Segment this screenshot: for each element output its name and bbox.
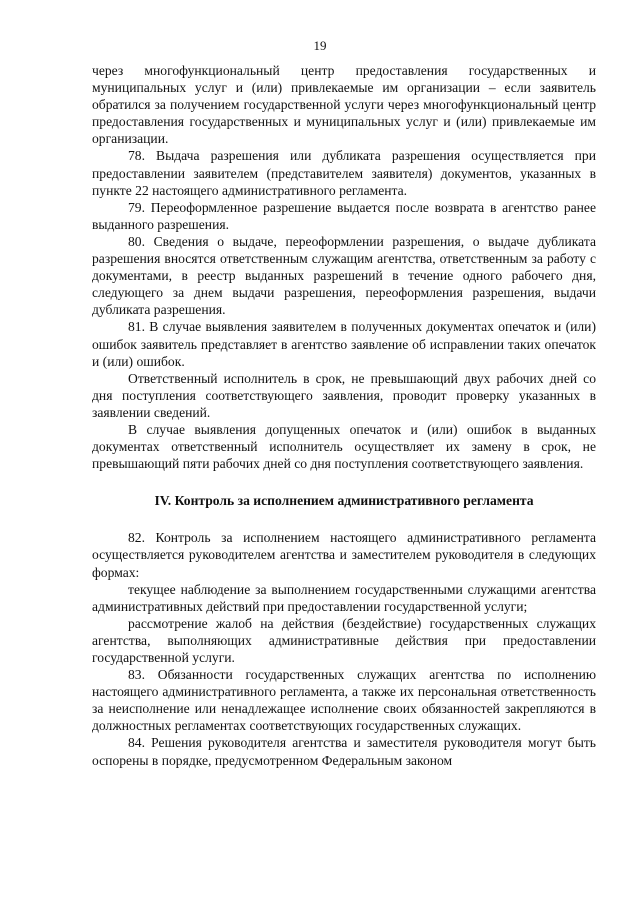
paragraph-81-errors: В случае выявления допущенных опечаток и (или) ошибок в выданных документах ответственный исполнитель осуществляет их замену в срок, не превышающий пяти рабочих дней со дня поступления соответствующего заявления. bbox=[92, 421, 596, 472]
paragraph-82: 82. Контроль за исполнением настоящего административного регламента осуществляется руководителем агентства и заместителем руководителя в следующих формах: bbox=[92, 530, 596, 580]
paragraph-80: 80. Сведения о выдаче, переоформлении разрешения, о выдаче дубликата разрешения вносятся ответственным служащим агентства, ответственным за работу с документами, в реестр выданных разрешений в течение одного рабочего дня, следующего за днем выдачи разрешения, переоформления разрешения, выдачи дубликата разрешения. bbox=[92, 233, 596, 318]
paragraph-79: 79. Переоформленное разрешение выдается после возврата в агентство ранее выданного разрешения. bbox=[92, 199, 596, 232]
paragraph-82-current-monitoring: текущее наблюдение за выполнением государственными служащими агентства административных действий при предоставлении государственной услуги; bbox=[92, 581, 596, 614]
paragraph-84: 84. Решения руководителя агентства и заместителя руководителя могут быть оспорены в порядке, предусмотренном Федеральным законом bbox=[92, 735, 596, 768]
paragraph-81: 81. В случае выявления заявителем в полученных документах опечаток и (или) ошибок заявитель представляет в агентство заявление об исправлении таких опечаток и (или) ошибок. bbox=[92, 319, 596, 369]
paragraph-78: 78. Выдача разрешения или дубликата разрешения осуществляется при предоставлении заявителем (представителем заявителя) документов, указанных в пункте 22 настоящего административного регламента. bbox=[92, 148, 596, 198]
section-heading: IV. Контроль за исполнением административного регламента bbox=[154, 493, 534, 509]
page-number: 19 bbox=[313, 38, 327, 53]
paragraph-continuation: через многофункциональный центр предоставления государственных и муниципальных услуг и (или) привлекаемые им организации – если заявитель обратился за получением государственной услуги через многофункциональный центр предоставления государственных и муниципальных услуг и (или) привлекаемые им организации. bbox=[92, 63, 596, 147]
document-body bbox=[92, 62, 596, 769]
paragraph-82-complaints: рассмотрение жалоб на действия (бездействие) государственных служащих агентства, выполняющих административные действия при предоставлении государственной услуги. bbox=[92, 615, 596, 665]
paragraph-81-responsible: Ответственный исполнитель в срок, не превышающий двух рабочих дней со дня поступления соответствующего заявления, проводит проверку указанных в заявлении сведений. bbox=[92, 370, 596, 420]
paragraph-83: 83. Обязанности государственных служащих агентства по исполнению настоящего административного регламента, а также их персональная ответственность за неисполнение или ненадлежащее исполнение своих обязанностей закрепляются в должностных регламентах соответствующих государственных служащих. bbox=[92, 667, 596, 734]
